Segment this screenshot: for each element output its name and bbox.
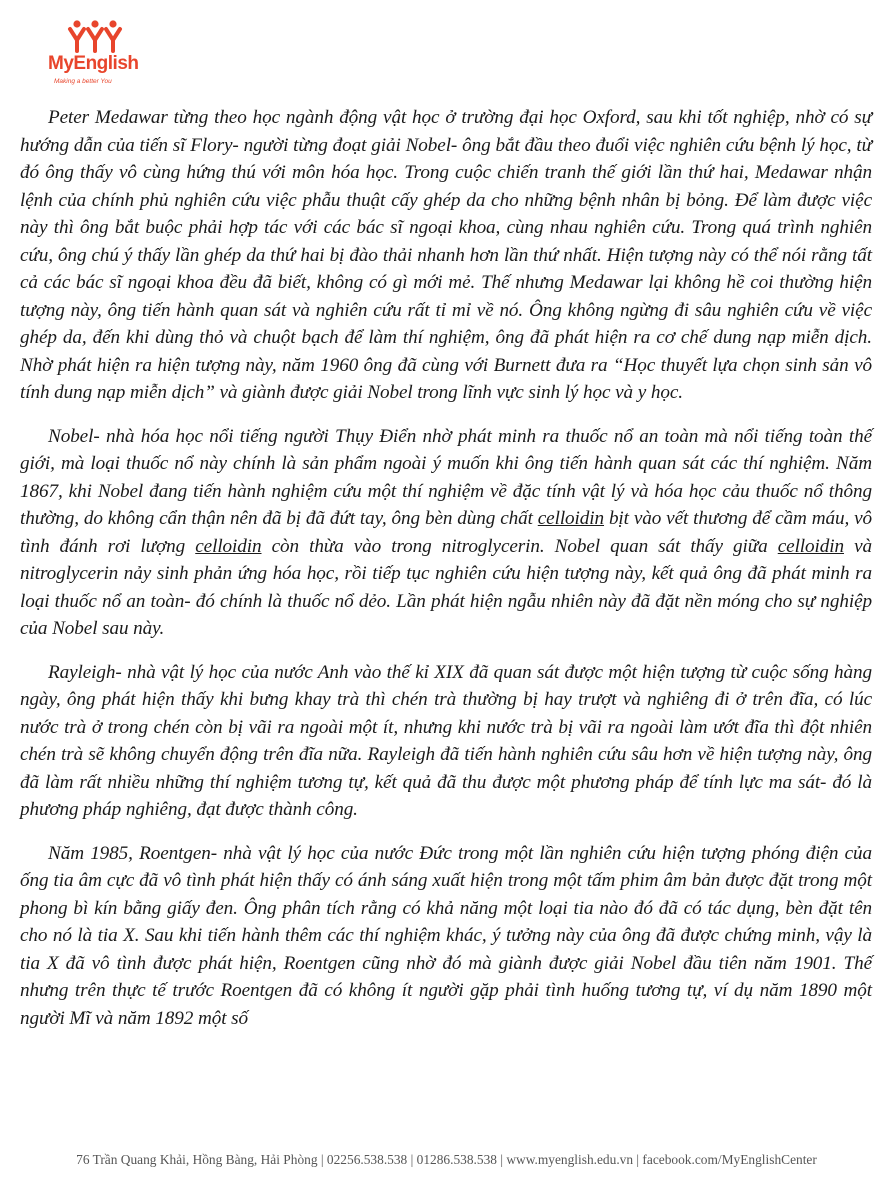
- underlined-term: celloidin: [195, 535, 262, 557]
- text-segment: bịt vào vết thương để cầm máu, vô tình đánh rơi lượng: [20, 508, 872, 557]
- article-body: [20, 104, 872, 1048]
- brand-name: MyEnglish: [48, 53, 139, 74]
- underlined-term: celloidin: [777, 535, 844, 557]
- people-logo-icon: [66, 20, 126, 54]
- text-segment: Nobel- nhà hóa học nổi tiếng người Thụy Điển nhờ phát minh ra thuốc nổ an toàn mà nổi tiếng toàn thế giới, mà loại thuốc nổ này chính là sản phẩm ngoài ý muốn khi ông tiến hành quan sát các thí nghiệm. Năm 1867, khi Nobel đang tiến hành nghiệm cứu một thí nghiệm về đặc tính vật lý và hóa học cảu thuốc nổ thông thường, do không cẩn thận nên đã bị đã đứt tay, ông bèn dùng chất: [20, 425, 872, 529]
- text-segment: còn thừa vào trong nitroglycerin. Nobel quan sát thấy giữa: [261, 535, 778, 557]
- text-segment: và nitroglycerin nảy sinh phản ứng hóa học, rồi tiếp tục nghiên cứu hiện tượng này, kết quả ông đã phát minh ra loại thuốc nổ an toàn- đó chính là thuốc nổ dẻo. Lần phát hiện ngẫu nhiên này đã đặt nền móng cho sự nghiệp của Nobel sau này.: [20, 535, 872, 639]
- paragraph-rayleigh: Rayleigh- nhà vật lý học của nước Anh vào thế kỉ XIX đã quan sát được một hiện tượng từ cuộc sống hàng ngày, ông phát hiện thấy khi bưng khay trà thì chén trà thường bị hay trượt và nghiêng đi ở trên đĩa, có lúc nước trà ở trong chén còn bị vãi ra ngoài một ít, nhưng khi nước trà bị vãi ra ngoài làm ướt đĩa thì đột nhiên chén trà sẽ không chuyển động trên đĩa nữa. Rayleigh đã tiến hành nghiên cứu sâu hơn về hiện tượng này, ông đã làm rất nhiều những thí nghiệm tương tự, kết quả đã thu được một phương pháp để tính lực ma sát- đó là phương pháp nghiêng, đạt được thành công.: [20, 661, 872, 820]
- brand-tagline: Making a better You: [54, 78, 112, 85]
- brand-logo: [44, 20, 164, 90]
- paragraph-nobel: [20, 423, 872, 643]
- paragraph-roentgen: Năm 1985, Roentgen- nhà vật lý học của nước Đức trong một lần nghiên cứu hiện tượng phóng điện của ống tia âm cực đã vô tình phát hiện thấy có ánh sáng xuất hiện trong một tấm phim âm bản được đặt trong một phong bì kín bằng giấy đen. Ông phân tích rằng có khả năng một loại tia nào đó đã có tác dụng, bèn đặt tên cho nó là tia X. Sau khi tiến hành thêm các thí nghiệm khác, ý tưởng này của ông đã được chứng minh, vậy là tia X đã vô tình được phát hiện, Roentgen cũng nhờ đó mà giành được giải Nobel đầu tiên năm 1901. Thế nhưng trên thực tế trước Roentgen đã có không ít người gặp phải tình huống tương tự, ví dụ năm 1890 một người Mĩ và năm 1892 một số: [20, 842, 872, 1029]
- paragraph-medawar: Peter Medawar từng theo học ngành động vật học ở trường đại học Oxford, sau khi tốt nghiệp, nhờ có sự hướng dẫn của tiến sĩ Flory- người từng đoạt giải Nobel- ông bắt đầu theo đuổi việc nghiên cứu bệnh lý học, từ đó ông thấy vô cùng hứng thú với môn hóa học. Trong cuộc chiến tranh thế giới lần thứ hai, Medawar nhận lệnh của chính phủ nghiên cứu việc phẫu thuật cấy ghép da cho những bệnh nhân bị bỏng. Để làm được việc này thì ông bắt buộc phải hợp tác với các bác sĩ ngoại khoa, cùng nhau nghiên cứu. Trong quá trình nghiên cứu, ông chú ý thấy lần ghép da thứ hai bị đào thải nhanh hơn lần thứ nhất. Hiện tượng này có thể nói rằng tất cả các bác sĩ ngoại khoa đều đã biết, không có gì mới mẻ. Thế nhưng Medawar lại không hề coi thường hiện tượng này, ông tiến hành quan sát và nghiên cứu rất tỉ mỉ về nó. Ông không ngừng đi sâu nghiên cứu về việc ghép da, đến khi dùng thỏ và chuột bạch để làm thí nghiệm, ông đã phát hiện ra cơ chế dung nạp miễn dịch. Nhờ phát hiện ra hiện tượng này, năm 1960 ông đã cùng với Burnett đưa ra “Học thuyết lựa chọn sinh sản vô tính dung nạp miễn dịch” và giành được giải Nobel trong lĩnh vực sinh lý học và y học.: [20, 107, 872, 403]
- page-footer: 76 Trần Quang Khải, Hồng Bàng, Hải Phòng | 02256.538.538 | 01286.538.538 | www.myenglish.edu.vn | facebook.com/MyEnglishCenter: [76, 1152, 817, 1167]
- underlined-term: celloidin: [537, 508, 605, 529]
